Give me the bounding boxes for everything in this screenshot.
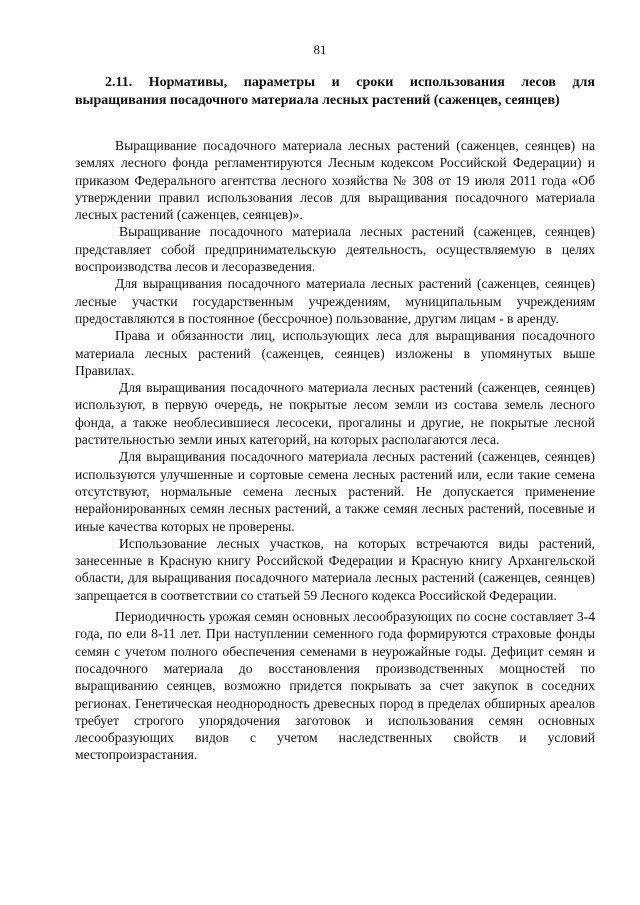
- paragraph: Периодичность урожая семян основных лесообразующих по сосне составляет 3-4 года, по ели 8-11 лет. При наступлении семенного года формируются страховые фонды семян с учетом полного обеспечения семенами в неурожайные годы. Дефицит семян и посадочного материала до восстановления производственных мощностей по выращиванию сеянцев, возможно придется покрывать за счет закупок в соседних регионах. Генетическая неоднородность древесных пород в пределах обширных ареалов требует строгого упорядочения заготовок и использования семян основных лесообразующих видов с учетом наследственных свойств и условий местопроизрастания.: [75, 609, 595, 763]
- paragraph: Для выращивания посадочного материала лесных растений (саженцев, сеянцев) используются улучшенные и сортовые семена лесных растений или, если такие семена отсутствуют, нормальные семена лесных растений. Не допускается применение нерайонированных семян лесных растений, а также семян лесных растений, посевные и иные качества которых не проверены.: [75, 449, 595, 534]
- paragraph: Для выращивания посадочного материала лесных растений (саженцев, сеянцев) лесные участки государственным учреждениям, муниципальным учреждениям предоставляются в постоянное (бессрочное) пользование, другим лицам - в аренду.: [75, 276, 595, 326]
- body-text: [75, 137, 595, 764]
- page-number: 81: [313, 42, 327, 57]
- paragraph: Права и обязанности лиц, использующих леса для выращивания посадочного материала лесных растений (саженцев, сеянцев) изложены в упомянутых выше Правилах.: [75, 328, 595, 378]
- paragraph: Использование лесных участков, на которых встречаются виды растений, занесенные в Красную книгу Российской Федерации и Красную книгу Архангельской области, для выращивания посадочного материала лесных растений (саженцев, сеянцев) запрещается в соответствии со статьей 59 Лесного кодекса Российской Федерации.: [75, 535, 595, 603]
- paragraph: Выращивание посадочного материала лесных растений (саженцев, сеянцев) на землях лесного фонда регламентируются Лесным кодексом Российской Федерации) и приказом Федерального агентства лесного хозяйства № 308 от 19 июля 2011 года «Об утверждении правил использования лесов для выращивания посадочного материала лесных растений (саженцев, сеянцев)».: [75, 138, 595, 223]
- paragraph: Для выращивания посадочного материала лесных растений (саженцев, сеянцев) используют, в первую очередь, не покрытые лесом земли из состава земель лесного фонда, а также необлесившиеся лесосеки, прогалины и другие, не покрытые лесной растительностью земли иных категорий, на которых располагаются леса.: [75, 380, 595, 448]
- paragraph: Выращивание посадочного материала лесных растений (саженцев, сеянцев) представляет собой предпринимательскую деятельность, осуществляемую в целях воспроизводства лесов и лесоразведения.: [75, 224, 595, 275]
- section-title: 2.11. Нормативы, параметры и сроки использования лесов для выращивания посадочного материала лесных растений (саженцев, сеянцев): [75, 75, 595, 108]
